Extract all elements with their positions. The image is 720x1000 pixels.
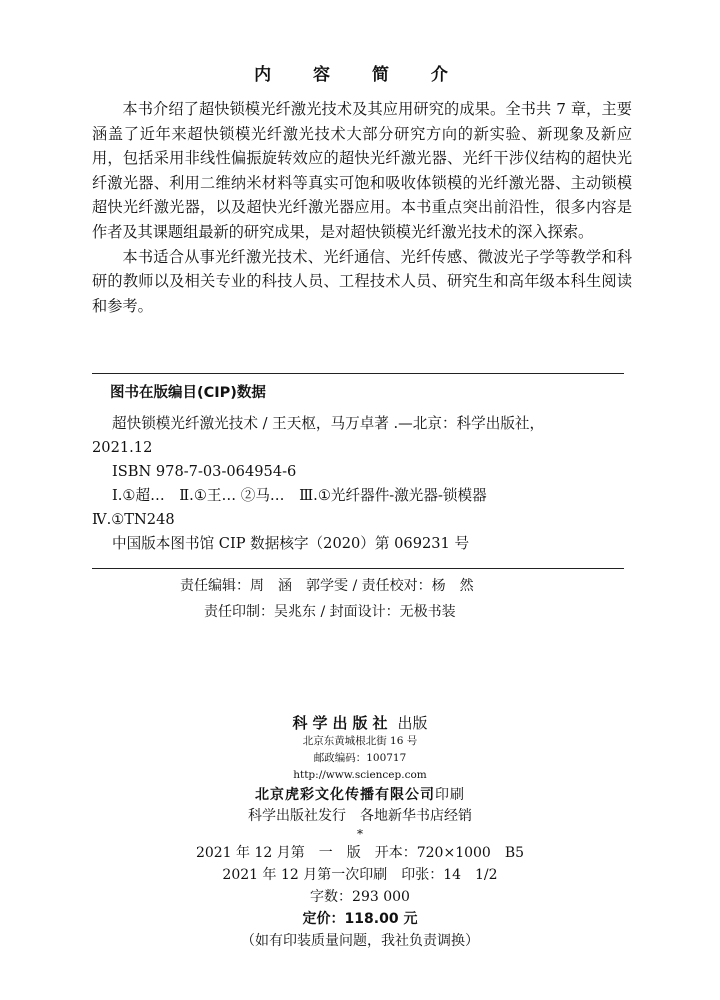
quality-note: （如有印装质量问题，我社负责调换） [241,933,479,949]
printing-line: 2021 年 12 月第一次印刷 印张：14 1/2 [222,867,498,883]
publisher-suffix: 出版 [397,714,428,732]
book-introduction [92,97,632,318]
cip-line-3: ISBN 978-7-03-064954-6 [112,463,297,480]
intro-paragraph-1: 本书介绍了超快锁模光纤激光技术及其应用研究的成果。全书共 7 章，主要涵盖了近年来超快锁模光纤激光技术大部分研究方向的新实验、新现象及新应用，包括采用非线性偏振旋转效应的超快光纤激光器、光纤干涉仪结构的超快光纤激光器、利用二维纳米材料等真实可饱和吸收体锁模的光纤激光器、主动锁模超快光纤激光器，以及超快光纤激光器应用。本书重点突出前沿性，很多内容是作者及其课题组最新的研究成果，是对超快锁模光纤激光技术的深入探索。 [92,100,632,241]
cip-line-1: 超快锁模光纤激光技术 / 王天枢，马万卓著 .—北京：科学出版社， [112,415,545,432]
publisher-address: 北京东黄城根北街 16 号 [302,735,418,747]
cip-line-5: Ⅳ.①TN248 [92,511,175,528]
publication-info [0,712,720,952]
publisher-line [0,712,720,733]
cip-bottom-divider [92,568,624,569]
edition-line: 2021 年 12 月第 一 版 开本：720×1000 B5 [195,845,525,861]
cip-line-4: Ⅰ.①超… Ⅱ.①王… ②马… Ⅲ.①光纤器件-激光器-锁模器 [112,487,487,504]
cip-line-2: 2021.12 [92,439,153,456]
cip-top-divider [92,373,624,374]
wordcount-line: 字数：293 000 [310,889,410,905]
credits-editors: 责任编辑：周 涵 郭学雯 / 责任校对：杨 然 [180,578,474,594]
cip-data-block [92,412,624,556]
distribution-line: 科学出版社发行 各地新华书店经销 [248,808,472,824]
printer-suffix: 印刷 [435,787,465,803]
price-line: 定价：118.00 元 [302,911,418,927]
staff-credits [92,573,632,625]
cip-heading: 图书在版编目(CIP)数据 [110,385,266,401]
intro-paragraph-2: 本书适合从事光纤激光技术、光纤通信、光纤传感、微波光子学等教学和科研的教师以及相关专业的科技人员、工程技术人员、研究生和高年级本科生阅读和参考。 [92,247,632,315]
separator-star: * [357,827,363,841]
publisher-postcode: 邮政编码：100717 [313,752,407,764]
printer-name: 北京虎彩文化传播有限公司 [255,787,435,803]
credits-production: 责任印制：吴兆东 / 封面设计：无极书装 [204,604,456,620]
printer-line [0,784,720,806]
publisher-url: http://www.sciencep.com [293,769,427,781]
publisher-name: 科学出版社 [292,714,393,732]
cip-line-6: 中国版本图书馆 CIP 数据核字（2020）第 069231 号 [112,535,470,552]
page-title: 内 容 简 介 [254,65,466,85]
